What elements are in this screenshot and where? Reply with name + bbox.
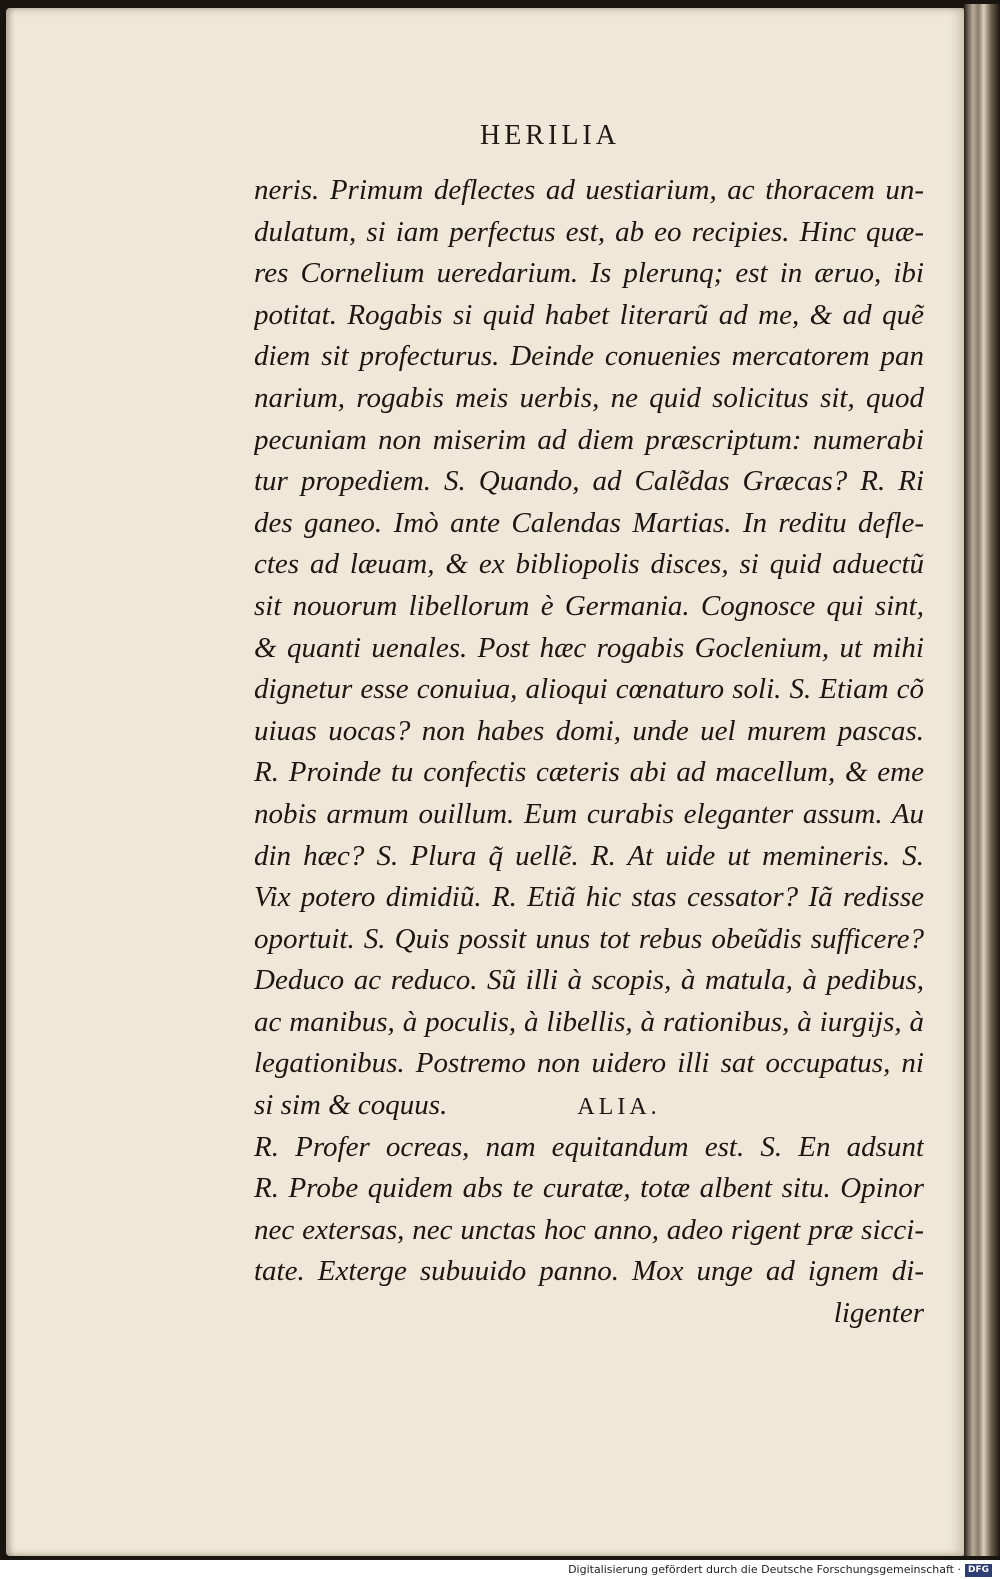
footer-bar <box>0 1560 1000 1579</box>
text-line: des ganeo. Imò ante Calendas Martias. In reditu defle- <box>254 506 924 539</box>
catchword: ligenter <box>833 1297 924 1330</box>
text-line: legationibus. Postremo non uidero illi sat occupatus, ni <box>254 1047 924 1080</box>
text-line: neris. Primum deflectes ad uestiarium, ac thoracem un- <box>254 174 924 206</box>
text-line: & quanti uenales. Post hæc rogabis Goclenium, ut mihi <box>254 631 924 664</box>
book-page <box>6 8 964 1556</box>
text-line-with-heading <box>254 1085 924 1127</box>
text-line: ctes ad læuam, & ex bibliopolis disces, si quid aduectũ <box>254 548 924 581</box>
text-line: tate. Exterge subuuido panno. Mox unge ad ignem di- <box>254 1255 924 1288</box>
text-line: uiuas uocas? non habes domi, unde uel murem pascas. <box>254 714 924 747</box>
footer-text: Digitalisierung gefördert durch die Deutsche Forschungsgemeinschaft · <box>568 1563 961 1576</box>
text-line: R. Probe quidem abs te curatæ, totæ albent situ. Opinor <box>254 1172 924 1205</box>
text-line: nobis armum ouillum. Eum curabis eleganter assum. Au <box>254 797 924 830</box>
page-edge <box>964 4 1000 1556</box>
text-line: R. Proinde tu confectis cæteris abi ad macellum, & eme <box>254 756 924 789</box>
text-line: Deduco ac reduco. Sũ illi à scopis, à matula, à pedibus, <box>254 964 924 997</box>
text-line: din hæc? S. Plura q̃ uellẽ. R. At uide ut memineris. S. <box>254 839 924 872</box>
dfg-logo: DFG <box>965 1564 992 1577</box>
text-line: res Cornelium ueredarium. Is plerunq; est in æruo, ibi <box>254 257 924 290</box>
text-line: R. Profer ocreas, nam equitandum est. S. En adsunt <box>254 1130 924 1163</box>
section-heading: ALIA. <box>577 1094 661 1121</box>
text-line: ac manibus, à poculis, à libellis, à rationibus, à iurgijs, à <box>254 1005 924 1038</box>
running-head: HERILIA <box>480 120 620 151</box>
text-line: diem sit profecturus. Deinde conuenies mercatorem pan <box>254 340 924 373</box>
text-line: si sim & coquus. <box>254 1089 448 1122</box>
text-line: potitat. Rogabis si quid habet literarũ ad me, & ad quẽ <box>254 298 924 331</box>
text-line: nec extersas, nec unctas hoc anno, adeo rigent præ sicci- <box>254 1213 924 1246</box>
text-line: tur propediem. S. Quando, ad Calẽdas Græcas? R. Ri <box>254 465 924 498</box>
text-block <box>254 170 924 1335</box>
text-line: dulatum, si iam perfectus est, ab eo recipies. Hinc quæ- <box>254 215 924 248</box>
text-line: pecuniam non miserim ad diem præscriptum: numerabi <box>254 423 924 456</box>
text-line: Vix potero dimidiũ. R. Etiã hic stas cessator? Iã redisse <box>254 881 924 914</box>
text-line: sit nouorum libellorum è Germania. Cognosce qui sint, <box>254 589 924 622</box>
text-line: dignetur esse conuiua, alioqui cœnaturo soli. S. Etiam cõ <box>254 673 924 706</box>
text-line: narium, rogabis meis uerbis, ne quid solicitus sit, quod <box>254 381 924 414</box>
text-line: oportuit. S. Quis possit unus tot rebus obeũdis sufficere? <box>254 922 924 955</box>
